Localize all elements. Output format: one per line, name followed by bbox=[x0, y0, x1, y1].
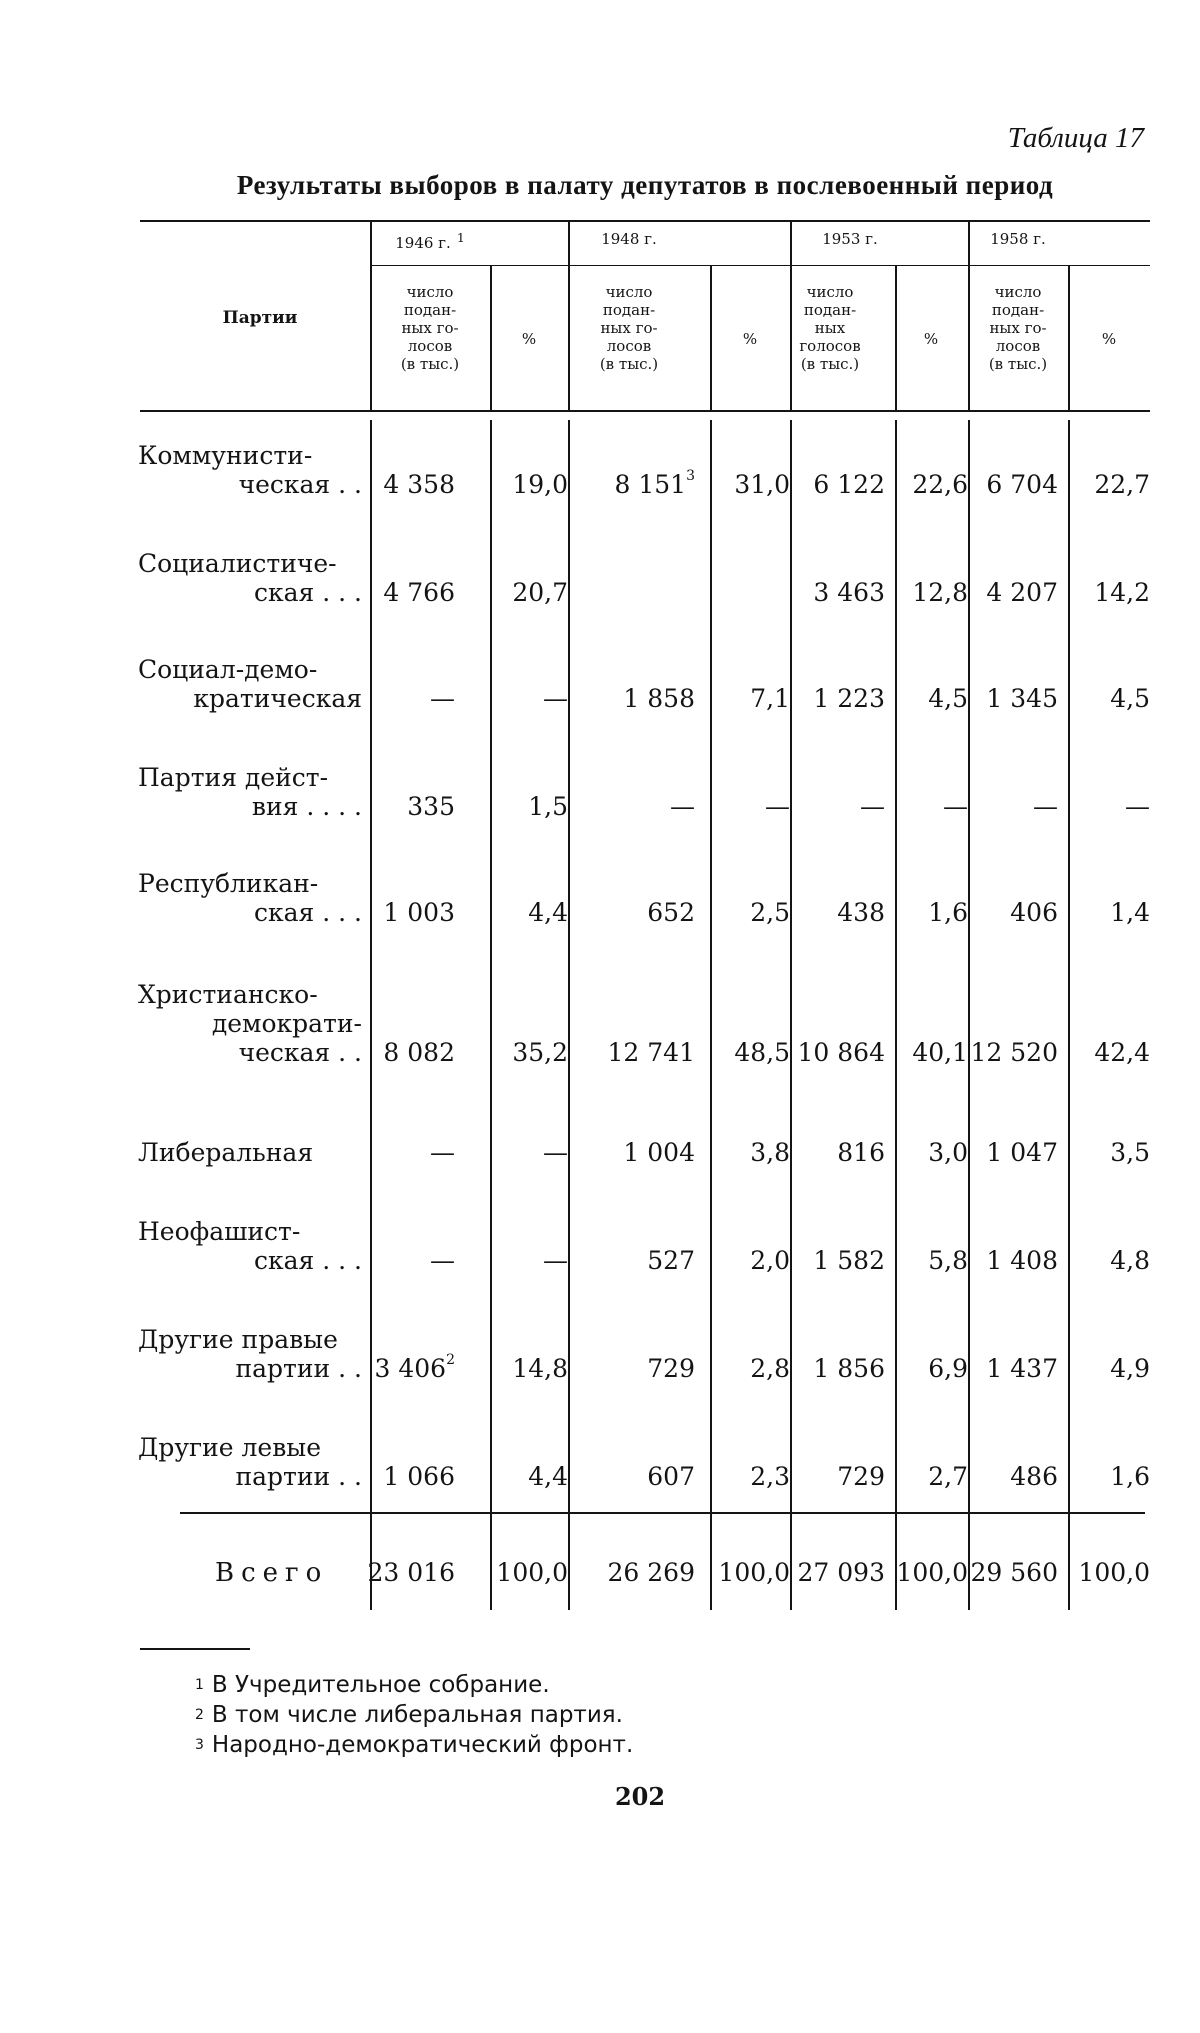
percent-cell: 31,0 bbox=[734, 470, 790, 499]
header-column-rule bbox=[490, 266, 492, 410]
votes-column-header: число подан- ных го- лосов (в тыс.) bbox=[599, 283, 659, 373]
percent-cell: 3,5 bbox=[1110, 1138, 1150, 1167]
header-column-rule bbox=[895, 266, 897, 410]
percent-cell: 20,7 bbox=[512, 578, 568, 607]
percent-cell: 2,7 bbox=[928, 1462, 968, 1491]
percent-cell: 12,8 bbox=[912, 578, 968, 607]
percent-cell: — bbox=[943, 792, 968, 821]
total-cell: 26 269 bbox=[607, 1558, 695, 1587]
table-top-rule bbox=[140, 220, 1150, 222]
votes-cell: — bbox=[430, 1138, 455, 1167]
percent-cell: 22,6 bbox=[912, 470, 968, 499]
year-header: 1958 г. bbox=[990, 230, 1046, 248]
votes-cell: — bbox=[430, 1246, 455, 1275]
votes-cell: 1 856 bbox=[813, 1354, 885, 1383]
party-column-header: Партии bbox=[222, 308, 298, 328]
percent-column-header: % bbox=[1101, 330, 1117, 348]
percent-cell: 1,6 bbox=[1110, 1462, 1150, 1491]
votes-cell: 1 223 bbox=[813, 684, 885, 713]
total-cell: 100,0 bbox=[1078, 1558, 1150, 1587]
percent-cell: 1,6 bbox=[928, 898, 968, 927]
percent-cell: 7,1 bbox=[750, 684, 790, 713]
party-name: Христианско- демократи- ческая . . bbox=[138, 980, 362, 1067]
percent-cell: 4,5 bbox=[1110, 684, 1150, 713]
footnote-item: $^3$ Народно-демократический фронт. bbox=[195, 1732, 634, 1758]
party-name: Республикан- ская . . . bbox=[138, 869, 362, 927]
column-rule bbox=[370, 420, 372, 1610]
votes-cell: 1 066 bbox=[383, 1462, 455, 1491]
votes-cell: 1 582 bbox=[813, 1246, 885, 1275]
footnote-item: $^1$ В Учредительное собрание. bbox=[195, 1672, 550, 1698]
party-name: Социалистиче- ская . . . bbox=[138, 549, 362, 607]
year-rule bbox=[370, 265, 1150, 266]
footnotes bbox=[195, 1670, 633, 1760]
votes-cell: — bbox=[670, 792, 695, 821]
party-name: Либеральная bbox=[138, 1138, 314, 1167]
column-rule bbox=[968, 420, 970, 1610]
votes-cell: 6 704 bbox=[986, 470, 1058, 499]
header-bottom-rule bbox=[140, 410, 1150, 412]
percent-cell: 42,4 bbox=[1094, 1038, 1150, 1067]
votes-cell: 607 bbox=[647, 1462, 695, 1491]
percent-cell: 35,2 bbox=[512, 1038, 568, 1067]
votes-cell: 1 408 bbox=[986, 1246, 1058, 1275]
votes-cell: 438 bbox=[837, 898, 885, 927]
percent-column-header: % bbox=[521, 330, 537, 348]
year-header: 1946 г. $^1$ bbox=[395, 230, 465, 252]
votes-cell: 406 bbox=[1010, 898, 1058, 927]
votes-column-header: число подан- ных го- лосов (в тыс.) bbox=[988, 283, 1048, 373]
percent-cell: 4,9 bbox=[1110, 1354, 1150, 1383]
votes-cell: 729 bbox=[647, 1354, 695, 1383]
percent-cell: 4,4 bbox=[528, 898, 568, 927]
votes-cell: 1 047 bbox=[986, 1138, 1058, 1167]
percent-cell: 5,8 bbox=[928, 1246, 968, 1275]
total-cell: 100,0 bbox=[896, 1558, 968, 1587]
percent-cell: 2,3 bbox=[750, 1462, 790, 1491]
votes-cell: 4 766 bbox=[383, 578, 455, 607]
votes-cell: 1 437 bbox=[986, 1354, 1058, 1383]
total-cell: 29 560 bbox=[970, 1558, 1058, 1587]
percent-cell: 1,5 bbox=[528, 792, 568, 821]
votes-cell: 1 858 bbox=[623, 684, 695, 713]
percent-cell: — bbox=[543, 1138, 568, 1167]
percent-cell: 3,0 bbox=[928, 1138, 968, 1167]
percent-cell: 6,9 bbox=[928, 1354, 968, 1383]
percent-cell: 2,8 bbox=[750, 1354, 790, 1383]
party-name: Другие левые партии . . bbox=[138, 1433, 362, 1491]
percent-column-header: % bbox=[923, 330, 939, 348]
footnote-item: $^2$ В том числе либеральная партия. bbox=[195, 1702, 623, 1728]
percent-cell: 22,7 bbox=[1094, 470, 1150, 499]
percent-cell: 4,8 bbox=[1110, 1246, 1150, 1275]
party-name: Неофашист- ская . . . bbox=[138, 1217, 362, 1275]
votes-cell: 729 bbox=[837, 1462, 885, 1491]
column-rule bbox=[568, 420, 570, 1610]
percent-cell: — bbox=[543, 684, 568, 713]
footnote-divider bbox=[140, 1648, 250, 1650]
votes-cell: 652 bbox=[647, 898, 695, 927]
votes-cell: 3 463 bbox=[813, 578, 885, 607]
votes-cell: 1 345 bbox=[986, 684, 1058, 713]
percent-cell: 4,4 bbox=[528, 1462, 568, 1491]
votes-cell: 12 741 bbox=[607, 1038, 695, 1067]
column-rule bbox=[490, 420, 492, 1610]
page-title: Результаты выборов в палату депутатов в послевоенный период bbox=[236, 170, 1054, 200]
header-column-rule bbox=[710, 266, 712, 410]
votes-cell: 1 004 bbox=[623, 1138, 695, 1167]
percent-cell: 4,5 bbox=[928, 684, 968, 713]
votes-column-header: число подан- ных голосов (в тыс.) bbox=[799, 283, 861, 373]
percent-cell: 2,5 bbox=[750, 898, 790, 927]
column-rule bbox=[790, 420, 792, 1610]
year-header: 1948 г. bbox=[601, 230, 657, 248]
votes-cell: 1 003 bbox=[383, 898, 455, 927]
votes-cell: 8 082 bbox=[383, 1038, 455, 1067]
total-cell: 100,0 bbox=[496, 1558, 568, 1587]
percent-cell: 40,1 bbox=[912, 1038, 968, 1067]
votes-cell: 10 864 bbox=[797, 1038, 885, 1067]
percent-cell: 14,8 bbox=[512, 1354, 568, 1383]
votes-column-header: число подан- ных го- лосов (в тыс.) bbox=[400, 283, 460, 373]
total-cell: 100,0 bbox=[718, 1558, 790, 1587]
party-name: Социал-демо- кратическая bbox=[138, 655, 362, 713]
page-number: 202 bbox=[614, 1782, 666, 1811]
votes-cell: 335 bbox=[407, 792, 455, 821]
party-name: Коммунисти- ческая . . bbox=[138, 441, 362, 499]
votes-cell: 12 520 bbox=[970, 1038, 1058, 1067]
votes-cell: — bbox=[430, 684, 455, 713]
votes-cell: 4 207 bbox=[986, 578, 1058, 607]
percent-cell: 3,8 bbox=[750, 1138, 790, 1167]
total-cell: 23 016 bbox=[367, 1558, 455, 1587]
table-label: Таблица 17 bbox=[1007, 122, 1144, 154]
party-name: Партия дейст- вия . . . . bbox=[138, 763, 362, 821]
percent-cell: 14,2 bbox=[1094, 578, 1150, 607]
votes-cell: 4 358 bbox=[383, 470, 455, 499]
total-cell: 27 093 bbox=[797, 1558, 885, 1587]
votes-cell: 3 $406^2$ bbox=[374, 1352, 455, 1383]
votes-cell: — bbox=[860, 792, 885, 821]
votes-cell: 486 bbox=[1010, 1462, 1058, 1491]
percent-cell: 48,5 bbox=[734, 1038, 790, 1067]
percent-cell: — bbox=[1125, 792, 1150, 821]
total-row-label: Всего bbox=[215, 1558, 329, 1588]
total-rule bbox=[180, 1512, 1145, 1514]
votes-cell: 816 bbox=[837, 1138, 885, 1167]
votes-cell: 6 122 bbox=[813, 470, 885, 499]
percent-cell: — bbox=[765, 792, 790, 821]
percent-cell: 19,0 bbox=[512, 470, 568, 499]
column-rule bbox=[1068, 420, 1070, 1610]
party-name: Другие правые партии . . bbox=[138, 1325, 362, 1383]
percent-column-header: % bbox=[742, 330, 758, 348]
column-rule bbox=[895, 420, 897, 1610]
votes-cell: 8 $151^3$ bbox=[614, 468, 695, 499]
year-header: 1953 г. bbox=[822, 230, 878, 248]
column-rule bbox=[710, 420, 712, 1610]
votes-cell: — bbox=[1033, 792, 1058, 821]
percent-cell: 1,4 bbox=[1110, 898, 1150, 927]
votes-cell: 527 bbox=[647, 1246, 695, 1275]
percent-cell: — bbox=[543, 1246, 568, 1275]
percent-cell: 2,0 bbox=[750, 1246, 790, 1275]
